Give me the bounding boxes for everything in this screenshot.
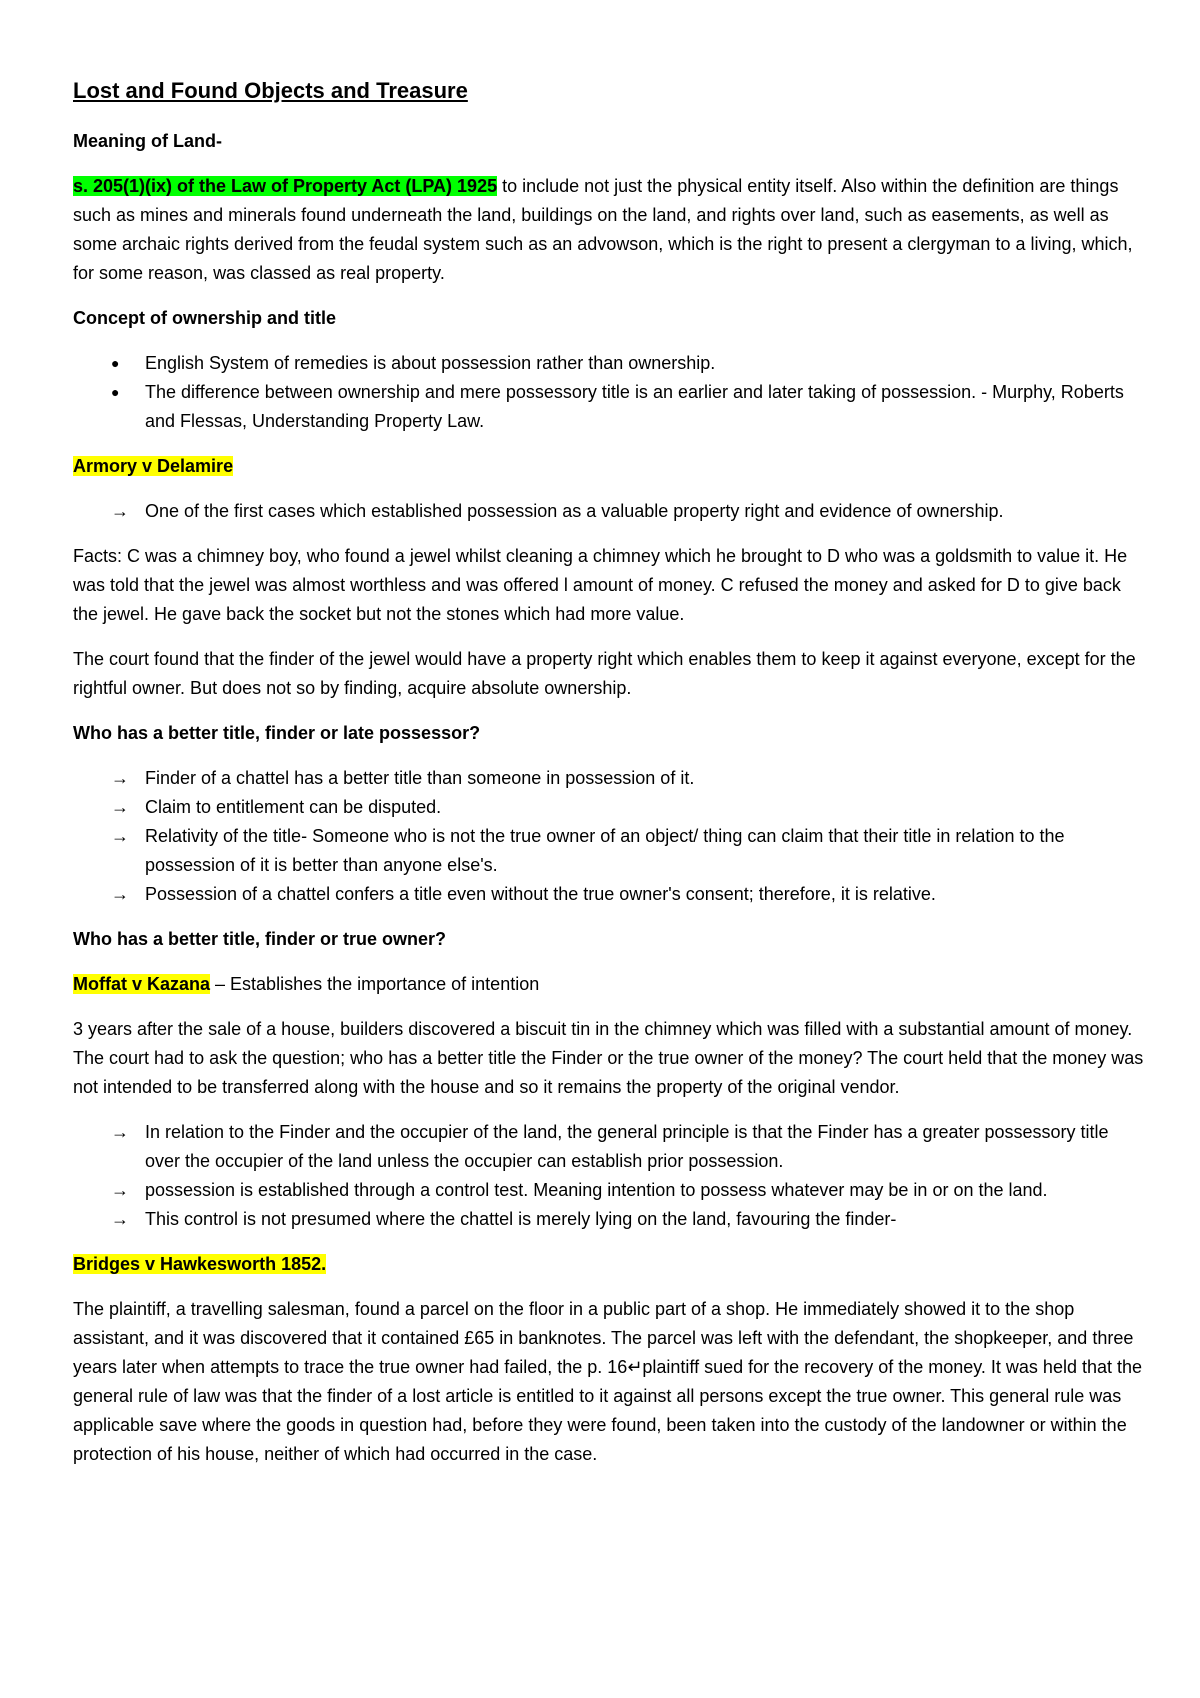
bridges-case-highlight: Bridges v Hawkesworth 1852. xyxy=(73,1254,327,1274)
moffat-case-note: – Establishes the importance of intention xyxy=(210,974,540,994)
arrow-right-icon: → xyxy=(111,768,129,788)
armory-case-highlight: Armory v Delamire xyxy=(73,456,234,476)
list-item: → In relation to the Finder and the occupier of the land, the general principle is that the Finder has a greater possessory title over the occupier of the land unless the occupier can establish prior possession. xyxy=(73,1118,1144,1176)
armory-case-line xyxy=(73,452,1144,481)
arrow-right-icon: → xyxy=(111,884,129,904)
arrow-right-icon: → xyxy=(111,797,129,817)
list-item: → Finder of a chattel has a better title than someone in possession of it. xyxy=(73,764,1144,793)
armory-points xyxy=(73,497,1144,526)
moffat-text: 3 years after the sale of a house, builders discovered a biscuit tin in the chimney which was filled with a substantial amount of money. The court had to ask the question; who has a better title the Finder or the true owner of the money? The court held that the money was not intended to be transferred along with the house and so it remains the property of the original vendor. xyxy=(73,1019,1144,1097)
concept-list xyxy=(73,349,1144,436)
finder-late-points xyxy=(73,764,1144,909)
arrow-right-icon: → xyxy=(111,1122,129,1142)
list-item: ● English System of remedies is about possession rather than ownership. xyxy=(73,349,1144,378)
armory-court: The court found that the finder of the jewel would have a property right which enables them to keep it against everyone, except for the rightful owner. But does not so by finding, acquire absolute ownership. xyxy=(73,649,1136,698)
list-item: → Relativity of the title- Someone who is not the true owner of an object/ thing can claim that their title in relation to the possession of it is better than anyone else's. xyxy=(73,822,1144,880)
list-item: ● The difference between ownership and mere possessory title is an earlier and later taking of possession. - Murphy, Roberts and Flessas, Understanding Property Law. xyxy=(73,378,1144,436)
list-item: → One of the first cases which established possession as a valuable property right and evidence of ownership. xyxy=(73,497,1144,526)
arrow-right-icon: → xyxy=(111,501,129,521)
list-item: → Claim to entitlement can be disputed. xyxy=(73,793,1144,822)
finder-owner-heading: Who has a better title, finder or true owner? xyxy=(73,929,447,949)
bridges-case-line xyxy=(73,1250,1144,1279)
moffat-case-highlight: Moffat v Kazana xyxy=(73,974,211,994)
meaning-heading: Meaning of Land- xyxy=(73,131,222,151)
list-item: → possession is established through a control test. Meaning intention to possess whatever may be in or on the land. xyxy=(73,1176,1144,1205)
arrow-right-icon: → xyxy=(111,1209,129,1229)
meaning-paragraph xyxy=(73,172,1144,288)
armory-facts: Facts: C was a chimney boy, who found a jewel whilst cleaning a chimney which he brought to D who was a goldsmith to value it. He was told that the jewel was almost worthless and was offered l amount of money. C refused the money and asked for D to give back the jewel. He gave back the socket but not the stones which had more value. xyxy=(73,546,1128,624)
concept-heading: Concept of ownership and title xyxy=(73,308,337,328)
list-item: → This control is not presumed where the chattel is merely lying on the land, favouring the finder- xyxy=(73,1205,1144,1234)
moffat-points xyxy=(73,1118,1144,1234)
finder-late-heading: Who has a better title, finder or late possessor? xyxy=(73,723,481,743)
statute-highlight: s. 205(1)(ix) of the Law of Property Act (LPA) 1925 xyxy=(73,176,498,196)
page-title: Lost and Found Objects and Treasure xyxy=(73,78,468,103)
bullet-icon: ● xyxy=(111,355,120,371)
arrow-right-icon: → xyxy=(111,1180,129,1200)
bridges-text: The plaintiff, a travelling salesman, found a parcel on the floor in a public part of a shop. He immediately showed it to the shop assistant, and it was discovered that it contained £65 in banknotes. The parcel was left with the defendant, the shopkeeper, and three years later when attempts to trace the true owner had failed, the p. 16↵plaintiff sued for the recovery of the money. It was held that the general rule of law was that the finder of a lost article is entitled to it against all persons except the true owner. This general rule was applicable save where the goods in question had, before they were found, been taken into the custody of the landowner or within the protection of his house, neither of which had occurred in the case. xyxy=(73,1299,1143,1464)
arrow-right-icon: → xyxy=(111,826,129,846)
meaning-text: to include not just the physical entity itself. Also within the definition are things such as mines and minerals found underneath the land, buildings on the land, and rights over land, such as easements, as well as some archaic rights derived from the feudal system such as an advowson, which is the right to present a clergyman to a living, which, for some reason, was classed as real property. xyxy=(73,176,1133,283)
moffat-case-line xyxy=(73,970,1144,999)
bullet-icon: ● xyxy=(111,384,120,400)
list-item: → Possession of a chattel confers a title even without the true owner's consent; therefore, it is relative. xyxy=(73,880,1144,909)
